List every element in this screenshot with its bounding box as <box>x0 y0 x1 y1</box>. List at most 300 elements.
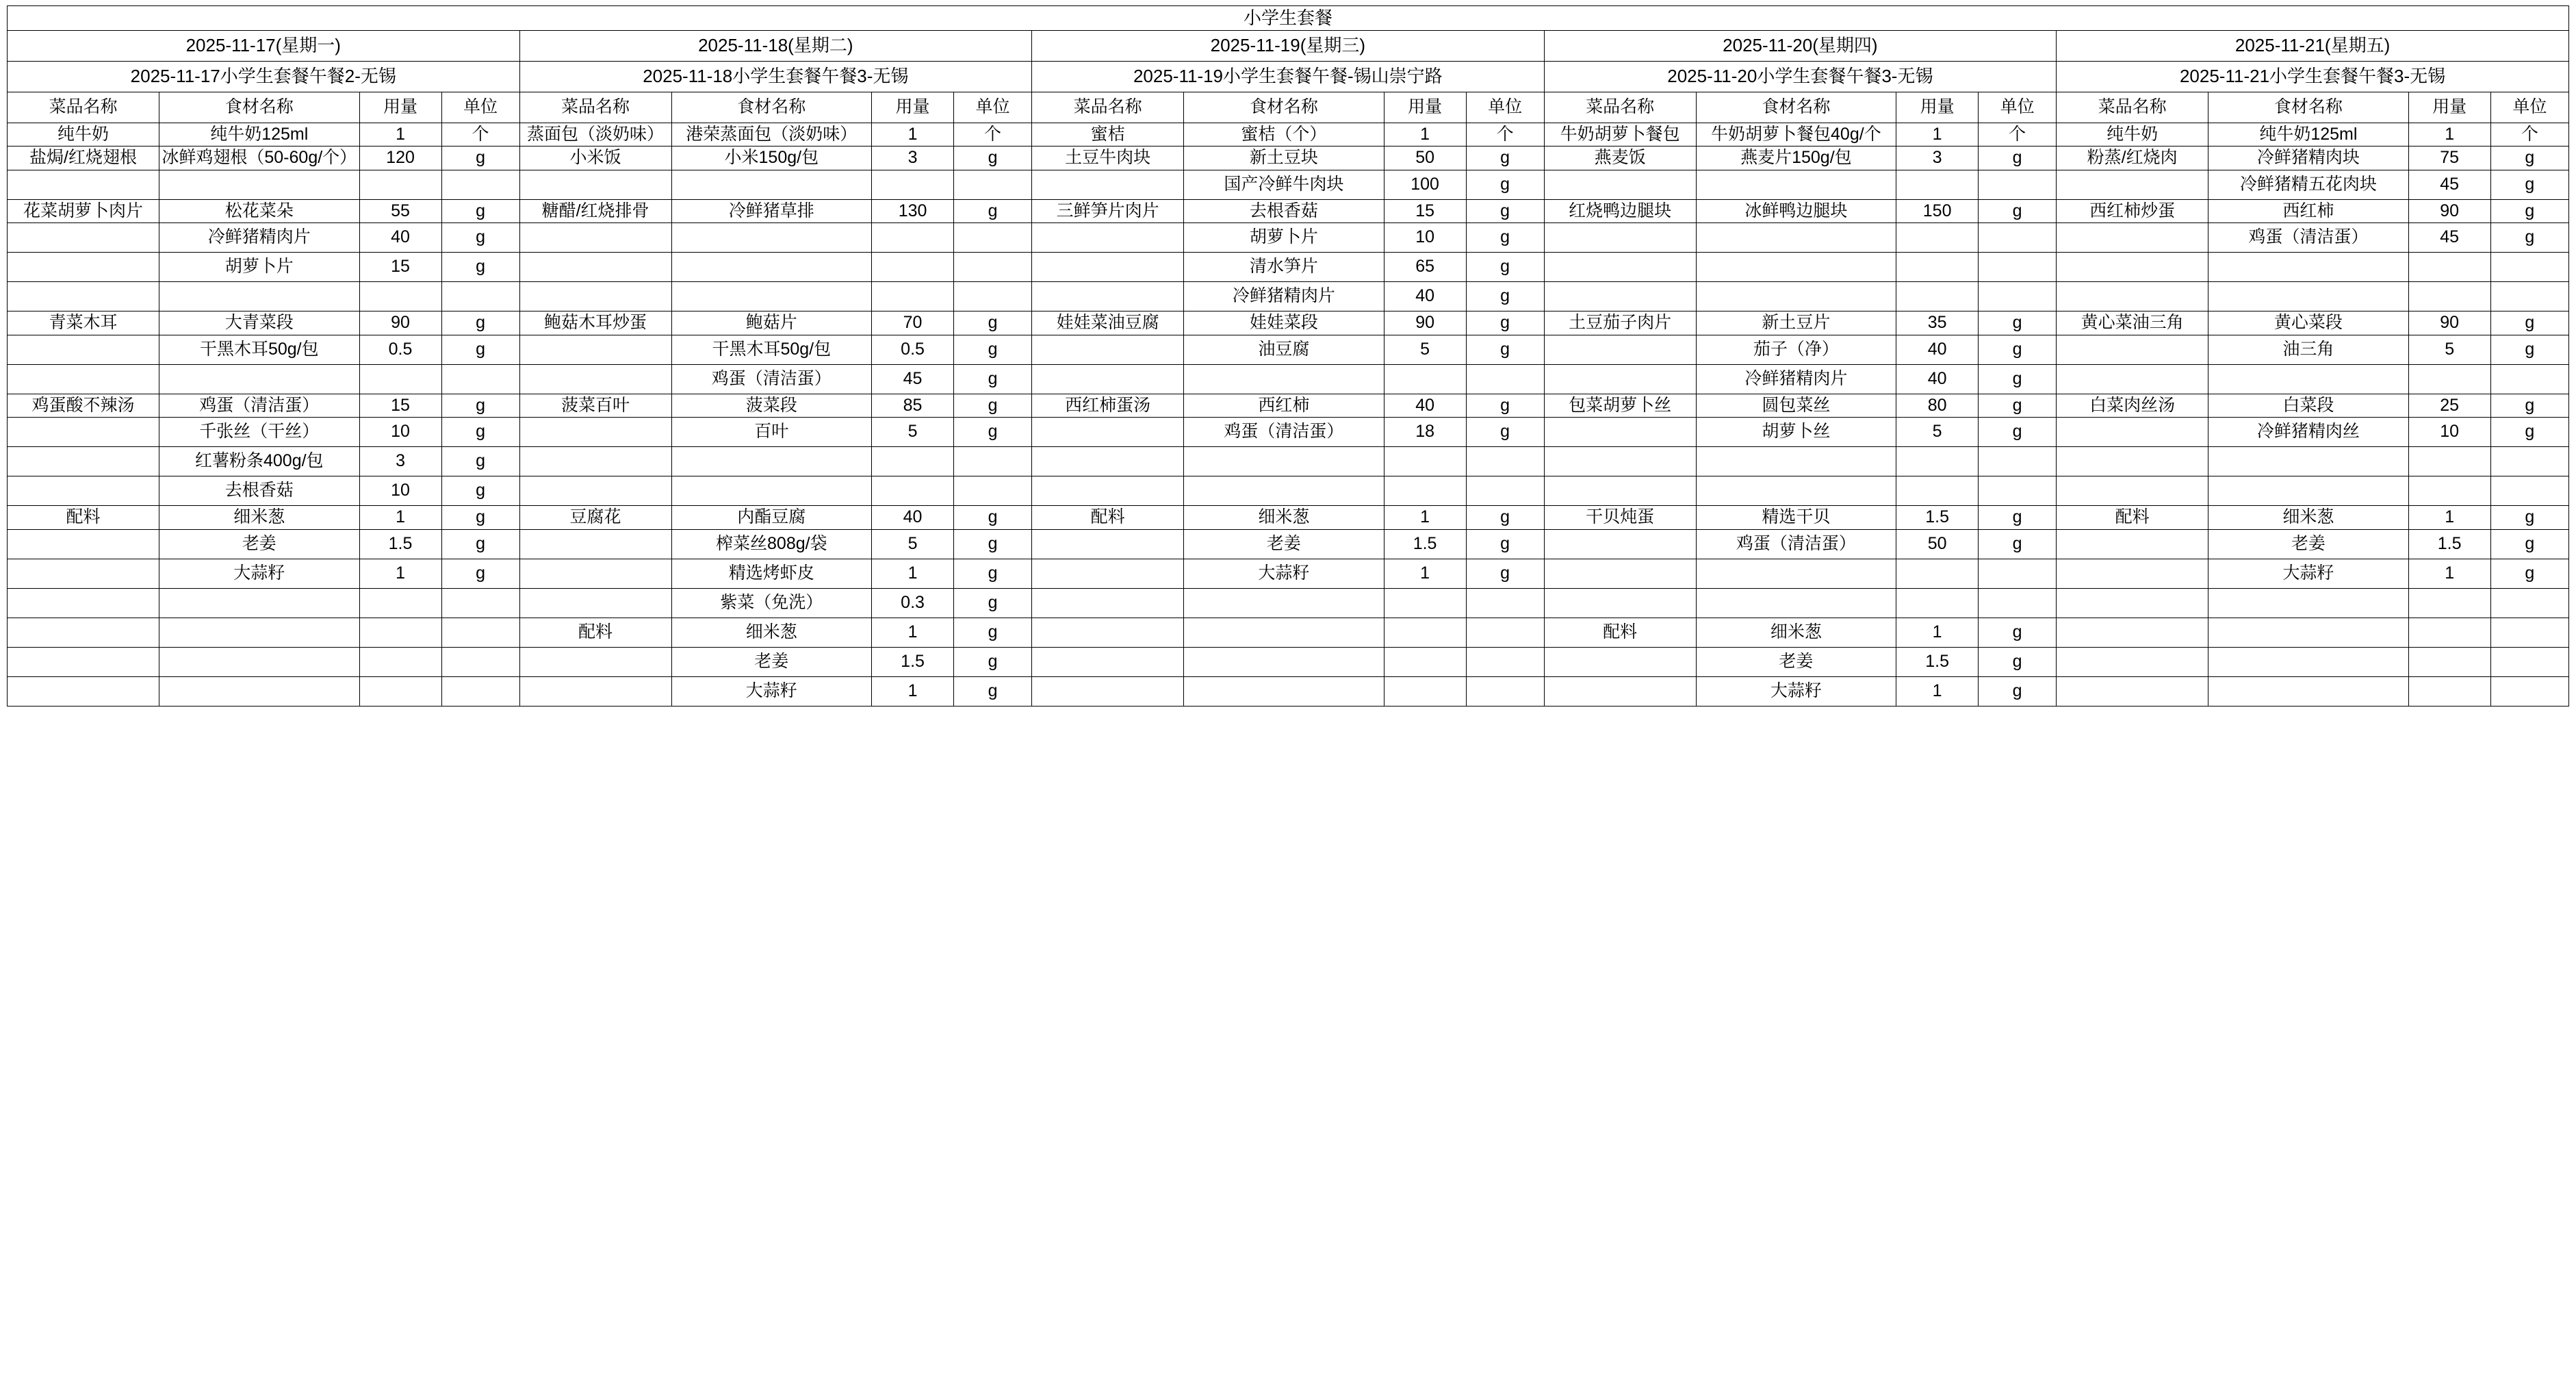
cell-ingredient-name-day5-r15: 细米葱 <box>2208 506 2409 530</box>
cell-dish-name-day1-r16 <box>8 529 159 559</box>
cell-quantity-day1-r16: 1.5 <box>359 529 441 559</box>
cell-dish-name-day3-r9 <box>1032 335 1184 364</box>
cell-ingredient-name-day1-r9: 干黑木耳50g/包 <box>159 335 360 364</box>
cell-dish-name-day2-r16 <box>519 529 671 559</box>
cell-quantity-day3-r14 <box>1384 476 1466 506</box>
cell-ingredient-name-day2-r8: 鲍菇片 <box>671 311 872 335</box>
cell-unit-day4-r6 <box>1979 253 2057 282</box>
cell-quantity-day4-r10: 40 <box>1896 364 1979 394</box>
cell-ingredient-name-day2-r1: 港荣蒸面包（淡奶味） <box>671 123 872 147</box>
cell-unit-day4-r2: g <box>1979 147 2057 170</box>
cell-ingredient-name-day5-r12: 冷鲜猪精肉丝 <box>2208 418 2409 447</box>
cell-dish-name-day2-r11: 菠菜百叶 <box>519 394 671 418</box>
column-header-dish-day2: 菜品名称 <box>519 92 671 123</box>
cell-dish-name-day2-r7 <box>519 282 671 311</box>
cell-quantity-day5-r9: 5 <box>2408 335 2490 364</box>
cell-unit-day4-r4: g <box>1979 199 2057 223</box>
cell-unit-day4-r10: g <box>1979 364 2057 394</box>
cell-unit-day4-r15: g <box>1979 506 2057 530</box>
cell-dish-name-day3-r7 <box>1032 282 1184 311</box>
cell-unit-day2-r18: g <box>954 588 1032 618</box>
cell-ingredient-name-day2-r14 <box>671 476 872 506</box>
cell-ingredient-name-day3-r10 <box>1184 364 1384 394</box>
cell-ingredient-name-day1-r17: 大蒜籽 <box>159 559 360 588</box>
cell-dish-name-day3-r8: 娃娃菜油豆腐 <box>1032 311 1184 335</box>
cell-unit-day2-r15: g <box>954 506 1032 530</box>
cell-ingredient-name-day5-r8: 黄心菜段 <box>2208 311 2409 335</box>
cell-ingredient-name-day2-r9: 干黑木耳50g/包 <box>671 335 872 364</box>
table-row <box>8 170 2569 199</box>
cell-quantity-day2-r15: 40 <box>872 506 954 530</box>
cell-unit-day2-r9: g <box>954 335 1032 364</box>
cell-dish-name-day4-r16 <box>1544 529 1696 559</box>
cell-dish-name-day1-r21 <box>8 676 159 706</box>
cell-ingredient-name-day4-r10: 冷鲜猪精肉片 <box>1696 364 1896 394</box>
cell-quantity-day2-r9: 0.5 <box>872 335 954 364</box>
cell-dish-name-day2-r20 <box>519 647 671 676</box>
cell-quantity-day3-r17: 1 <box>1384 559 1466 588</box>
cell-ingredient-name-day4-r1: 牛奶胡萝卜餐包40g/个 <box>1696 123 1896 147</box>
cell-unit-day2-r14 <box>954 476 1032 506</box>
cell-unit-day5-r17: g <box>2490 559 2568 588</box>
day-date-header-1: 2025-11-17(星期一) <box>8 30 520 61</box>
cell-dish-name-day2-r15: 豆腐花 <box>519 506 671 530</box>
cell-quantity-day3-r2: 50 <box>1384 147 1466 170</box>
cell-unit-day4-r17 <box>1979 559 2057 588</box>
cell-quantity-day5-r11: 25 <box>2408 394 2490 418</box>
cell-ingredient-name-day1-r1: 纯牛奶125ml <box>159 123 360 147</box>
cell-ingredient-name-day3-r6: 清水笋片 <box>1184 253 1384 282</box>
column-header-dish-day3: 菜品名称 <box>1032 92 1184 123</box>
cell-unit-day2-r5 <box>954 223 1032 253</box>
cell-unit-day1-r3 <box>441 170 519 199</box>
cell-quantity-day3-r20 <box>1384 647 1466 676</box>
cell-quantity-day1-r14: 10 <box>359 476 441 506</box>
cell-unit-day5-r19 <box>2490 618 2568 647</box>
cell-quantity-day2-r19: 1 <box>872 618 954 647</box>
cell-quantity-day4-r17 <box>1896 559 1979 588</box>
cell-ingredient-name-day2-r19: 细米葱 <box>671 618 872 647</box>
cell-unit-day5-r15: g <box>2490 506 2568 530</box>
document-title: 小学生套餐 <box>8 6 2569 31</box>
cell-ingredient-name-day1-r21 <box>159 676 360 706</box>
cell-dish-name-day5-r19 <box>2057 618 2208 647</box>
cell-quantity-day3-r12: 18 <box>1384 418 1466 447</box>
column-header-quantity-day2: 用量 <box>872 92 954 123</box>
table-row <box>8 123 2569 147</box>
table-row <box>8 647 2569 676</box>
cell-unit-day4-r1: 个 <box>1979 123 2057 147</box>
cell-unit-day2-r6 <box>954 253 1032 282</box>
cell-dish-name-day2-r18 <box>519 588 671 618</box>
cell-quantity-day5-r12: 10 <box>2408 418 2490 447</box>
cell-quantity-day5-r21 <box>2408 676 2490 706</box>
cell-quantity-day4-r19: 1 <box>1896 618 1979 647</box>
cell-ingredient-name-day4-r3 <box>1696 170 1896 199</box>
day-date-header-5: 2025-11-21(星期五) <box>2057 30 2569 61</box>
cell-dish-name-day4-r2: 燕麦饭 <box>1544 147 1696 170</box>
cell-quantity-day1-r15: 1 <box>359 506 441 530</box>
cell-quantity-day4-r16: 50 <box>1896 529 1979 559</box>
cell-dish-name-day1-r13 <box>8 447 159 476</box>
cell-quantity-day4-r5 <box>1896 223 1979 253</box>
cell-ingredient-name-day5-r21 <box>2208 676 2409 706</box>
cell-dish-name-day1-r8: 青菜木耳 <box>8 311 159 335</box>
column-header-ingredient-day3: 食材名称 <box>1184 92 1384 123</box>
table-row <box>8 394 2569 418</box>
cell-quantity-day3-r9: 5 <box>1384 335 1466 364</box>
cell-dish-name-day4-r7 <box>1544 282 1696 311</box>
cell-quantity-day5-r1: 1 <box>2408 123 2490 147</box>
cell-ingredient-name-day4-r2: 燕麦片150g/包 <box>1696 147 1896 170</box>
cell-unit-day4-r18 <box>1979 588 2057 618</box>
cell-quantity-day1-r17: 1 <box>359 559 441 588</box>
cell-quantity-day2-r6 <box>872 253 954 282</box>
cell-dish-name-day2-r19: 配料 <box>519 618 671 647</box>
cell-ingredient-name-day1-r19 <box>159 618 360 647</box>
cell-unit-day3-r12: g <box>1466 418 1544 447</box>
day-meal-header-3: 2025-11-19小学生套餐午餐-锡山崇宁路 <box>1032 61 1545 92</box>
cell-quantity-day3-r18 <box>1384 588 1466 618</box>
cell-quantity-day1-r10 <box>359 364 441 394</box>
column-header-ingredient-day5: 食材名称 <box>2208 92 2409 123</box>
cell-quantity-day4-r18 <box>1896 588 1979 618</box>
cell-ingredient-name-day1-r11: 鸡蛋（清洁蛋） <box>159 394 360 418</box>
cell-unit-day5-r4: g <box>2490 199 2568 223</box>
cell-unit-day3-r11: g <box>1466 394 1544 418</box>
cell-unit-day2-r19: g <box>954 618 1032 647</box>
cell-quantity-day1-r5: 40 <box>359 223 441 253</box>
cell-quantity-day3-r16: 1.5 <box>1384 529 1466 559</box>
cell-ingredient-name-day5-r2: 冷鲜猪精肉块 <box>2208 147 2409 170</box>
table-row <box>8 676 2569 706</box>
cell-dish-name-day4-r5 <box>1544 223 1696 253</box>
cell-ingredient-name-day4-r18 <box>1696 588 1896 618</box>
cell-quantity-day5-r15: 1 <box>2408 506 2490 530</box>
cell-dish-name-day3-r6 <box>1032 253 1184 282</box>
cell-ingredient-name-day3-r5: 胡萝卜片 <box>1184 223 1384 253</box>
cell-unit-day1-r2: g <box>441 147 519 170</box>
cell-dish-name-day2-r3 <box>519 170 671 199</box>
cell-quantity-day3-r3: 100 <box>1384 170 1466 199</box>
cell-unit-day1-r7 <box>441 282 519 311</box>
cell-dish-name-day1-r11: 鸡蛋酸不辣汤 <box>8 394 159 418</box>
cell-dish-name-day4-r9 <box>1544 335 1696 364</box>
cell-unit-day2-r16: g <box>954 529 1032 559</box>
table-row <box>8 529 2569 559</box>
cell-ingredient-name-day2-r2: 小米150g/包 <box>671 147 872 170</box>
cell-dish-name-day2-r2: 小米饭 <box>519 147 671 170</box>
cell-dish-name-day5-r2: 粉蒸/红烧肉 <box>2057 147 2208 170</box>
cell-unit-day5-r5: g <box>2490 223 2568 253</box>
cell-dish-name-day4-r10 <box>1544 364 1696 394</box>
cell-dish-name-day4-r12 <box>1544 418 1696 447</box>
cell-ingredient-name-day5-r11: 白菜段 <box>2208 394 2409 418</box>
cell-ingredient-name-day3-r7: 冷鲜猪精肉片 <box>1184 282 1384 311</box>
cell-unit-day4-r7 <box>1979 282 2057 311</box>
cell-unit-day3-r18 <box>1466 588 1544 618</box>
cell-ingredient-name-day3-r18 <box>1184 588 1384 618</box>
cell-quantity-day3-r13 <box>1384 447 1466 476</box>
cell-dish-name-day2-r8: 鲍菇木耳炒蛋 <box>519 311 671 335</box>
cell-dish-name-day1-r19 <box>8 618 159 647</box>
cell-ingredient-name-day3-r19 <box>1184 618 1384 647</box>
cell-ingredient-name-day2-r15: 内酯豆腐 <box>671 506 872 530</box>
cell-unit-day4-r14 <box>1979 476 2057 506</box>
cell-quantity-day4-r15: 1.5 <box>1896 506 1979 530</box>
cell-unit-day3-r2: g <box>1466 147 1544 170</box>
cell-dish-name-day3-r19 <box>1032 618 1184 647</box>
cell-ingredient-name-day4-r8: 新土豆片 <box>1696 311 1896 335</box>
cell-ingredient-name-day4-r17 <box>1696 559 1896 588</box>
cell-quantity-day4-r1: 1 <box>1896 123 1979 147</box>
cell-unit-day3-r21 <box>1466 676 1544 706</box>
cell-quantity-day5-r2: 75 <box>2408 147 2490 170</box>
cell-quantity-day5-r10 <box>2408 364 2490 394</box>
cell-quantity-day3-r21 <box>1384 676 1466 706</box>
cell-ingredient-name-day3-r15: 细米葱 <box>1184 506 1384 530</box>
cell-unit-day1-r21 <box>441 676 519 706</box>
cell-quantity-day2-r14 <box>872 476 954 506</box>
cell-ingredient-name-day1-r8: 大青菜段 <box>159 311 360 335</box>
cell-ingredient-name-day3-r1: 蜜桔（个） <box>1184 123 1384 147</box>
cell-dish-name-day1-r15: 配料 <box>8 506 159 530</box>
cell-dish-name-day3-r2: 土豆牛肉块 <box>1032 147 1184 170</box>
cell-dish-name-day4-r13 <box>1544 447 1696 476</box>
cell-unit-day3-r14 <box>1466 476 1544 506</box>
cell-quantity-day3-r15: 1 <box>1384 506 1466 530</box>
cell-unit-day2-r2: g <box>954 147 1032 170</box>
cell-quantity-day1-r1: 1 <box>359 123 441 147</box>
cell-unit-day2-r13 <box>954 447 1032 476</box>
cell-quantity-day2-r8: 70 <box>872 311 954 335</box>
cell-quantity-day2-r3 <box>872 170 954 199</box>
table-row <box>8 418 2569 447</box>
column-header-quantity-day1: 用量 <box>359 92 441 123</box>
cell-ingredient-name-day3-r8: 娃娃菜段 <box>1184 311 1384 335</box>
cell-ingredient-name-day2-r18: 紫菜（免洗） <box>671 588 872 618</box>
cell-ingredient-name-day3-r14 <box>1184 476 1384 506</box>
cell-quantity-day5-r5: 45 <box>2408 223 2490 253</box>
cell-dish-name-day3-r12 <box>1032 418 1184 447</box>
cell-quantity-day2-r16: 5 <box>872 529 954 559</box>
cell-unit-day4-r20: g <box>1979 647 2057 676</box>
cell-quantity-day5-r4: 90 <box>2408 199 2490 223</box>
cell-unit-day2-r12: g <box>954 418 1032 447</box>
cell-unit-day2-r20: g <box>954 647 1032 676</box>
cell-unit-day2-r21: g <box>954 676 1032 706</box>
cell-quantity-day3-r7: 40 <box>1384 282 1466 311</box>
cell-quantity-day3-r8: 90 <box>1384 311 1466 335</box>
cell-unit-day3-r13 <box>1466 447 1544 476</box>
cell-quantity-day1-r9: 0.5 <box>359 335 441 364</box>
cell-dish-name-day4-r19: 配料 <box>1544 618 1696 647</box>
cell-dish-name-day4-r11: 包菜胡萝卜丝 <box>1544 394 1696 418</box>
column-header-unit-day3: 单位 <box>1466 92 1544 123</box>
cell-dish-name-day4-r17 <box>1544 559 1696 588</box>
cell-dish-name-day1-r7 <box>8 282 159 311</box>
cell-dish-name-day5-r18 <box>2057 588 2208 618</box>
cell-quantity-day1-r12: 10 <box>359 418 441 447</box>
cell-quantity-day4-r2: 3 <box>1896 147 1979 170</box>
cell-dish-name-day5-r6 <box>2057 253 2208 282</box>
table-row <box>8 506 2569 530</box>
cell-dish-name-day2-r13 <box>519 447 671 476</box>
cell-unit-day3-r19 <box>1466 618 1544 647</box>
column-header-dish-day1: 菜品名称 <box>8 92 159 123</box>
cell-quantity-day5-r7 <box>2408 282 2490 311</box>
cell-unit-day3-r1: 个 <box>1466 123 1544 147</box>
cell-unit-day5-r3: g <box>2490 170 2568 199</box>
cell-quantity-day2-r13 <box>872 447 954 476</box>
cell-unit-day5-r11: g <box>2490 394 2568 418</box>
cell-ingredient-name-day1-r6: 胡萝卜片 <box>159 253 360 282</box>
cell-dish-name-day4-r6 <box>1544 253 1696 282</box>
cell-quantity-day4-r8: 35 <box>1896 311 1979 335</box>
cell-dish-name-day2-r4: 糖醋/红烧排骨 <box>519 199 671 223</box>
cell-dish-name-day1-r4: 花菜胡萝卜肉片 <box>8 199 159 223</box>
cell-unit-day1-r6: g <box>441 253 519 282</box>
table-row <box>8 618 2569 647</box>
cell-dish-name-day5-r4: 西红柿炒蛋 <box>2057 199 2208 223</box>
cell-dish-name-day4-r21 <box>1544 676 1696 706</box>
cell-ingredient-name-day2-r13 <box>671 447 872 476</box>
cell-quantity-day1-r19 <box>359 618 441 647</box>
cell-unit-day1-r5: g <box>441 223 519 253</box>
cell-unit-day3-r5: g <box>1466 223 1544 253</box>
cell-dish-name-day3-r16 <box>1032 529 1184 559</box>
cell-quantity-day5-r18 <box>2408 588 2490 618</box>
column-header-unit-day5: 单位 <box>2490 92 2568 123</box>
cell-dish-name-day3-r5 <box>1032 223 1184 253</box>
cell-ingredient-name-day1-r2: 冰鲜鸡翅根（50-60g/个） <box>159 147 360 170</box>
cell-ingredient-name-day1-r16: 老姜 <box>159 529 360 559</box>
cell-dish-name-day3-r20 <box>1032 647 1184 676</box>
weekly-menu-table <box>7 5 2569 707</box>
cell-dish-name-day2-r1: 蒸面包（淡奶味） <box>519 123 671 147</box>
cell-quantity-day5-r19 <box>2408 618 2490 647</box>
cell-dish-name-day2-r9 <box>519 335 671 364</box>
cell-ingredient-name-day5-r16: 老姜 <box>2208 529 2409 559</box>
cell-dish-name-day1-r20 <box>8 647 159 676</box>
cell-dish-name-day5-r11: 白菜肉丝汤 <box>2057 394 2208 418</box>
cell-dish-name-day4-r20 <box>1544 647 1696 676</box>
cell-quantity-day1-r4: 55 <box>359 199 441 223</box>
cell-unit-day5-r20 <box>2490 647 2568 676</box>
cell-ingredient-name-day3-r20 <box>1184 647 1384 676</box>
cell-quantity-day1-r2: 120 <box>359 147 441 170</box>
cell-quantity-day4-r12: 5 <box>1896 418 1979 447</box>
cell-ingredient-name-day5-r14 <box>2208 476 2409 506</box>
cell-unit-day1-r17: g <box>441 559 519 588</box>
cell-quantity-day3-r10 <box>1384 364 1466 394</box>
cell-ingredient-name-day2-r21: 大蒜籽 <box>671 676 872 706</box>
cell-ingredient-name-day2-r5 <box>671 223 872 253</box>
cell-quantity-day4-r21: 1 <box>1896 676 1979 706</box>
cell-unit-day5-r6 <box>2490 253 2568 282</box>
cell-ingredient-name-day4-r14 <box>1696 476 1896 506</box>
cell-ingredient-name-day3-r17: 大蒜籽 <box>1184 559 1384 588</box>
cell-quantity-day1-r21 <box>359 676 441 706</box>
cell-ingredient-name-day5-r1: 纯牛奶125ml <box>2208 123 2409 147</box>
cell-unit-day2-r17: g <box>954 559 1032 588</box>
cell-dish-name-day2-r6 <box>519 253 671 282</box>
cell-ingredient-name-day4-r6 <box>1696 253 1896 282</box>
cell-unit-day3-r3: g <box>1466 170 1544 199</box>
cell-unit-day5-r1: 个 <box>2490 123 2568 147</box>
table-row <box>8 199 2569 223</box>
cell-dish-name-day5-r7 <box>2057 282 2208 311</box>
cell-dish-name-day1-r18 <box>8 588 159 618</box>
cell-unit-day3-r20 <box>1466 647 1544 676</box>
table-row <box>8 223 2569 253</box>
day-date-header-4: 2025-11-20(星期四) <box>1544 30 2057 61</box>
cell-ingredient-name-day1-r15: 细米葱 <box>159 506 360 530</box>
cell-unit-day3-r17: g <box>1466 559 1544 588</box>
cell-quantity-day1-r6: 15 <box>359 253 441 282</box>
cell-unit-day1-r11: g <box>441 394 519 418</box>
cell-quantity-day5-r17: 1 <box>2408 559 2490 588</box>
cell-unit-day4-r13 <box>1979 447 2057 476</box>
cell-dish-name-day2-r14 <box>519 476 671 506</box>
cell-dish-name-day3-r4: 三鲜笋片肉片 <box>1032 199 1184 223</box>
column-header-quantity-day3: 用量 <box>1384 92 1466 123</box>
cell-ingredient-name-day5-r17: 大蒜籽 <box>2208 559 2409 588</box>
cell-quantity-day5-r16: 1.5 <box>2408 529 2490 559</box>
cell-ingredient-name-day1-r13: 红薯粉条400g/包 <box>159 447 360 476</box>
cell-unit-day4-r11: g <box>1979 394 2057 418</box>
table-row <box>8 364 2569 394</box>
cell-dish-name-day1-r3 <box>8 170 159 199</box>
cell-unit-day4-r9: g <box>1979 335 2057 364</box>
cell-quantity-day2-r10: 45 <box>872 364 954 394</box>
cell-ingredient-name-day4-r20: 老姜 <box>1696 647 1896 676</box>
day-date-header-3: 2025-11-19(星期三) <box>1032 30 1545 61</box>
cell-quantity-day4-r7 <box>1896 282 1979 311</box>
cell-unit-day3-r9: g <box>1466 335 1544 364</box>
table-row <box>8 476 2569 506</box>
cell-dish-name-day2-r21 <box>519 676 671 706</box>
cell-dish-name-day1-r14 <box>8 476 159 506</box>
cell-quantity-day1-r3 <box>359 170 441 199</box>
cell-quantity-day3-r1: 1 <box>1384 123 1466 147</box>
cell-unit-day1-r1: 个 <box>441 123 519 147</box>
cell-unit-day3-r16: g <box>1466 529 1544 559</box>
cell-ingredient-name-day2-r4: 冷鲜猪草排 <box>671 199 872 223</box>
cell-dish-name-day2-r17 <box>519 559 671 588</box>
cell-ingredient-name-day5-r7 <box>2208 282 2409 311</box>
cell-ingredient-name-day3-r12: 鸡蛋（清洁蛋） <box>1184 418 1384 447</box>
cell-unit-day5-r21 <box>2490 676 2568 706</box>
cell-ingredient-name-day1-r12: 千张丝（干丝） <box>159 418 360 447</box>
cell-ingredient-name-day5-r4: 西红柿 <box>2208 199 2409 223</box>
cell-quantity-day2-r17: 1 <box>872 559 954 588</box>
cell-ingredient-name-day2-r11: 菠菜段 <box>671 394 872 418</box>
cell-quantity-day2-r4: 130 <box>872 199 954 223</box>
cell-dish-name-day5-r17 <box>2057 559 2208 588</box>
cell-unit-day1-r18 <box>441 588 519 618</box>
cell-unit-day5-r14 <box>2490 476 2568 506</box>
cell-dish-name-day1-r9 <box>8 335 159 364</box>
table-row <box>8 588 2569 618</box>
cell-unit-day4-r19: g <box>1979 618 2057 647</box>
cell-dish-name-day5-r5 <box>2057 223 2208 253</box>
cell-unit-day1-r8: g <box>441 311 519 335</box>
cell-dish-name-day5-r14 <box>2057 476 2208 506</box>
cell-dish-name-day5-r8: 黄心菜油三角 <box>2057 311 2208 335</box>
cell-unit-day4-r12: g <box>1979 418 2057 447</box>
cell-quantity-day3-r5: 10 <box>1384 223 1466 253</box>
